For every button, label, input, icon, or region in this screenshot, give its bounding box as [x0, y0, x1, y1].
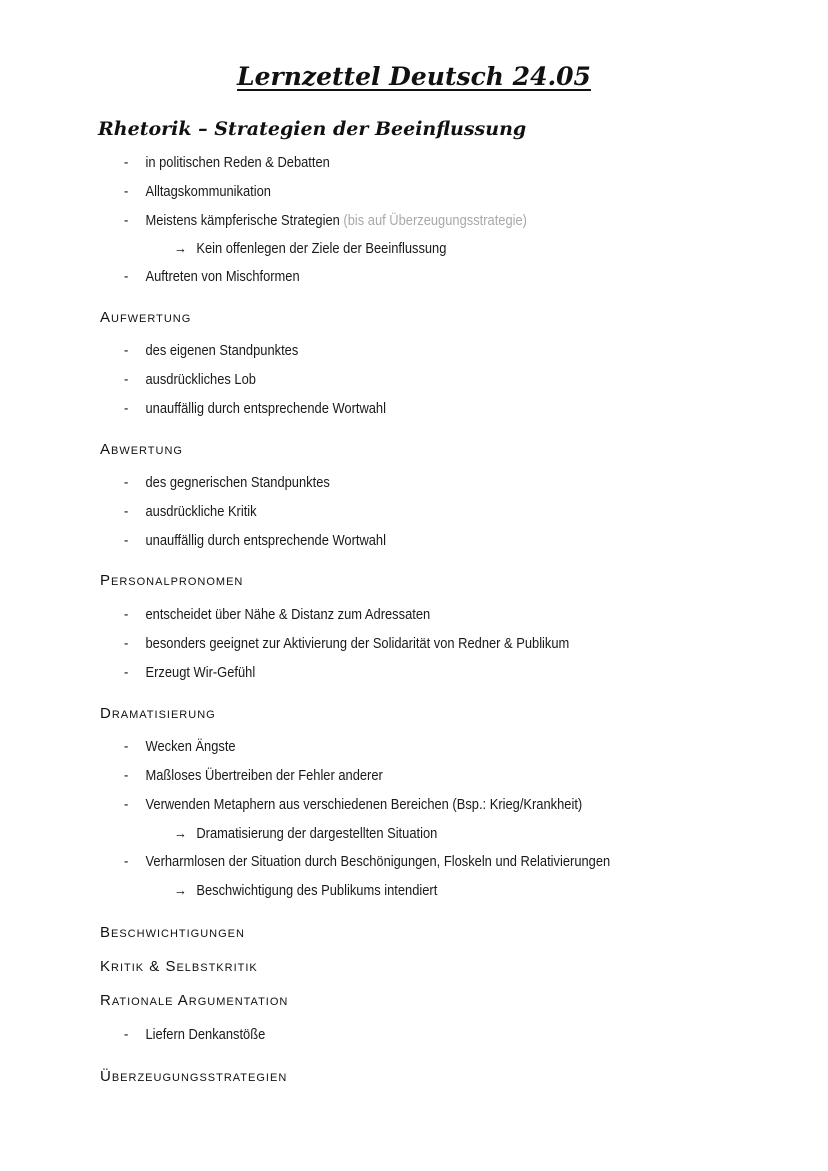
list-item: - in politischen Reden & Debatten [124, 154, 330, 171]
list-item: - Verharmlosen der Situation durch Beschönigungen, Floskeln und Relativierungen [124, 853, 611, 870]
list-item: - des gegnerischen Standpunktes [124, 474, 330, 491]
arrow-item: → Dramatisierung der dargestellten Situation [174, 825, 438, 842]
list-item: - unauffällig durch entsprechende Wortwahl [124, 400, 386, 417]
heading-kritik: Kritik & Selbstkritik [100, 958, 258, 975]
list-item: - Maßloses Übertreiben der Fehler anderer [124, 767, 383, 784]
list-item: - unauffällig durch entsprechende Wortwahl [124, 532, 386, 549]
list-item: - ausdrückliches Lob [124, 371, 256, 388]
annotation-note: (bis auf Überzeugungsstrategie) [343, 212, 527, 229]
section-title: Rhetorik – Strategien der Beeinflussung [98, 118, 527, 140]
heading-rationale-argumentation: Rationale Argumentation [100, 992, 289, 1009]
list-item: - entscheidet über Nähe & Distanz zum Adressaten [124, 606, 431, 623]
heading-aufwertung: Aufwertung [100, 309, 192, 326]
arrow-item: → Beschwichtigung des Publikums intendiert [174, 882, 438, 899]
arrow-icon: → [174, 882, 187, 899]
list-item: - Verwenden Metaphern aus verschiedenen Bereichen (Bsp.: Krieg/Krankheit) [124, 796, 583, 813]
list-item: - ausdrückliche Kritik [124, 503, 257, 520]
arrow-item: → Kein offenlegen der Ziele der Beeinflussung [174, 240, 447, 257]
list-item: - Wecken Ängste [124, 738, 236, 755]
list-item: - Auftreten von Mischformen [124, 268, 300, 285]
heading-abwertung: Abwertung [100, 441, 183, 458]
list-item: - Liefern Denkanstöße [124, 1026, 266, 1043]
page-title: Lernzettel Deutsch 24.05 [237, 62, 591, 91]
arrow-icon: → [174, 825, 187, 842]
heading-personalpronomen: Personalpronomen [100, 572, 244, 589]
heading-ueberzeugungsstrategien: Überzeugungsstrategien [100, 1068, 288, 1085]
list-item: - des eigenen Standpunktes [124, 342, 299, 359]
list-item: - Alltagskommunikation [124, 183, 271, 200]
list-item: - Meistens kämpferische Strategien (bis auf Überzeugungsstrategie) [124, 212, 527, 229]
list-item: - Erzeugt Wir-Gefühl [124, 664, 256, 681]
heading-dramatisierung: Dramatisierung [100, 705, 216, 722]
list-item: - besonders geeignet zur Aktivierung der Solidarität von Redner & Publikum [124, 635, 570, 652]
heading-beschwichtigungen: Beschwichtigungen [100, 924, 245, 941]
arrow-icon: → [174, 240, 187, 257]
